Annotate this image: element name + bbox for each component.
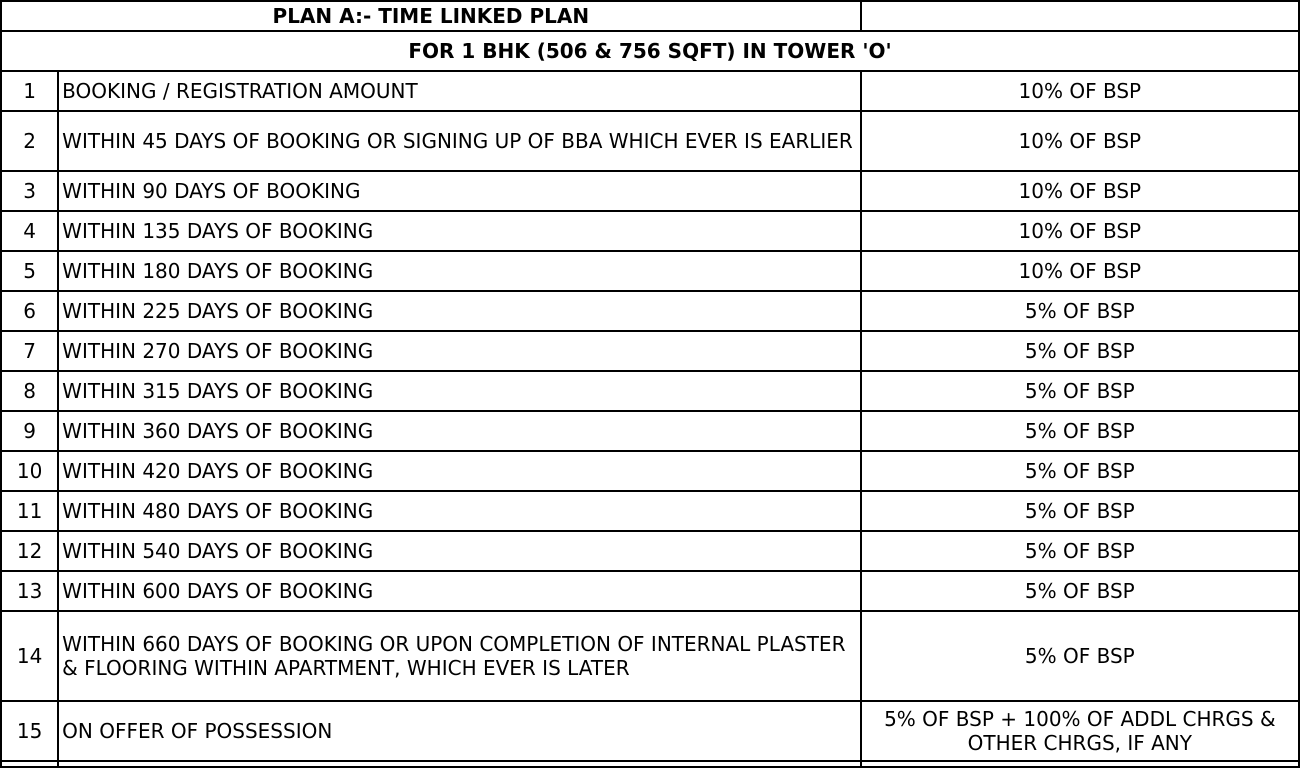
row-number: 11 xyxy=(1,491,58,531)
table-row xyxy=(1,411,1299,451)
row-amount: 5% OF BSP xyxy=(861,331,1299,371)
title-empty-cell xyxy=(861,1,1299,31)
table-row xyxy=(1,251,1299,291)
row-description: WITHIN 135 DAYS OF BOOKING xyxy=(58,211,860,251)
row-number: 1 xyxy=(1,71,58,111)
table-row xyxy=(1,291,1299,331)
row-number: 15 xyxy=(1,701,58,761)
table-row xyxy=(1,531,1299,571)
row-description: WITHIN 540 DAYS OF BOOKING xyxy=(58,531,860,571)
row-number: 13 xyxy=(1,571,58,611)
row-number: 14 xyxy=(1,611,58,701)
table-row xyxy=(1,701,1299,761)
row-amount: 5% OF BSP xyxy=(861,491,1299,531)
table-row xyxy=(1,371,1299,411)
row-number: 2 xyxy=(1,111,58,171)
row-description: WITHIN 45 DAYS OF BOOKING OR SIGNING UP OF BBA WHICH EVER IS EARLIER xyxy=(58,111,860,171)
subtitle-row xyxy=(1,31,1299,71)
row-amount: 5% OF BSP xyxy=(861,371,1299,411)
row-amount: 5% OF BSP + 100% OF ADDL CHRGS & OTHER CHRGS, IF ANY xyxy=(861,701,1299,761)
table-row xyxy=(1,171,1299,211)
plan-title: PLAN A:- TIME LINKED PLAN xyxy=(1,1,861,31)
row-amount: 10% OF BSP xyxy=(861,71,1299,111)
table-row xyxy=(1,451,1299,491)
row-amount: 5% OF BSP xyxy=(861,571,1299,611)
row-number: 7 xyxy=(1,331,58,371)
row-description: BOOKING / REGISTRATION AMOUNT xyxy=(58,71,860,111)
row-description: WITHIN 90 DAYS OF BOOKING xyxy=(58,171,860,211)
row-number: 5 xyxy=(1,251,58,291)
row-amount: 5% OF BSP xyxy=(861,411,1299,451)
row-description: WITHIN 660 DAYS OF BOOKING OR UPON COMPLETION OF INTERNAL PLASTER & FLOORING WITHIN APARTMENT, WHICH EVER IS LATER xyxy=(58,611,860,701)
title-row xyxy=(1,1,1299,31)
row-number: 10 xyxy=(1,451,58,491)
row-amount: 10% OF BSP xyxy=(861,251,1299,291)
table-row xyxy=(1,611,1299,701)
row-number: 12 xyxy=(1,531,58,571)
row-number: 3 xyxy=(1,171,58,211)
row-amount: 10% OF BSP xyxy=(861,171,1299,211)
table-row xyxy=(1,491,1299,531)
row-amount: 5% OF BSP xyxy=(861,291,1299,331)
table-row xyxy=(1,71,1299,111)
row-description: WITHIN 600 DAYS OF BOOKING xyxy=(58,571,860,611)
row-description: WITHIN 420 DAYS OF BOOKING xyxy=(58,451,860,491)
row-description: WITHIN 480 DAYS OF BOOKING xyxy=(58,491,860,531)
table-row xyxy=(1,571,1299,611)
plan-subtitle: FOR 1 BHK (506 & 756 SQFT) IN TOWER 'O' xyxy=(1,31,1299,71)
table-row xyxy=(1,111,1299,171)
row-number: 8 xyxy=(1,371,58,411)
bottom-cell xyxy=(861,761,1299,767)
row-amount: 10% OF BSP xyxy=(861,211,1299,251)
row-description: WITHIN 225 DAYS OF BOOKING xyxy=(58,291,860,331)
bottom-row-partial xyxy=(1,761,1299,767)
row-number: 6 xyxy=(1,291,58,331)
table-row xyxy=(1,211,1299,251)
row-number: 9 xyxy=(1,411,58,451)
bottom-cell xyxy=(1,761,58,767)
row-description: WITHIN 180 DAYS OF BOOKING xyxy=(58,251,860,291)
row-amount: 5% OF BSP xyxy=(861,611,1299,701)
row-description: WITHIN 360 DAYS OF BOOKING xyxy=(58,411,860,451)
row-amount: 10% OF BSP xyxy=(861,111,1299,171)
row-description: ON OFFER OF POSSESSION xyxy=(58,701,860,761)
row-description: WITHIN 270 DAYS OF BOOKING xyxy=(58,331,860,371)
row-description: WITHIN 315 DAYS OF BOOKING xyxy=(58,371,860,411)
row-number: 4 xyxy=(1,211,58,251)
row-amount: 5% OF BSP xyxy=(861,531,1299,571)
bottom-cell xyxy=(58,761,860,767)
table-row xyxy=(1,331,1299,371)
row-amount: 5% OF BSP xyxy=(861,451,1299,491)
